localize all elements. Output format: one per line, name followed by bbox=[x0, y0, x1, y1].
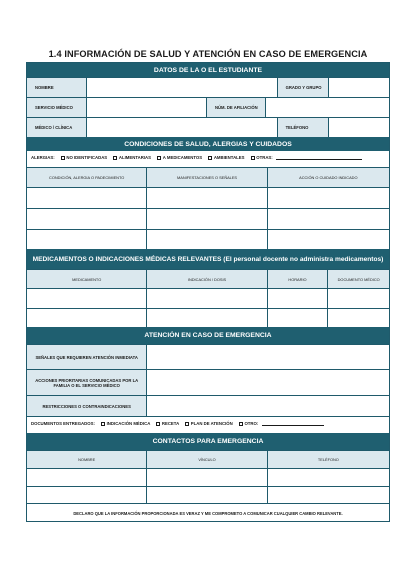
table-cell[interactable] bbox=[147, 209, 267, 229]
table-cell[interactable] bbox=[147, 487, 267, 503]
table-cell[interactable] bbox=[147, 469, 267, 486]
checkbox-alimentarias[interactable] bbox=[113, 156, 117, 160]
student-row-clinic bbox=[27, 117, 389, 137]
otro-field[interactable] bbox=[262, 425, 324, 426]
checkbox-otras[interactable] bbox=[251, 156, 255, 160]
table-cell[interactable] bbox=[147, 230, 267, 249]
conditions-section-heading: CONDICIONES DE SALUD, ALERGIAS Y CUIDADOS bbox=[27, 137, 389, 151]
table-cell[interactable] bbox=[27, 469, 147, 486]
page-title: 1.4 INFORMACIÓN DE SALUD Y ATENCIÓN EN CASO DE EMERGENCIA bbox=[48, 49, 368, 59]
table-cell[interactable] bbox=[268, 209, 389, 229]
option-medicamentos: A MEDICAMENTOS bbox=[162, 155, 203, 160]
table-cell[interactable] bbox=[147, 289, 267, 308]
medications-section-heading: MEDICAMENTOS O INDICACIONES MÉDICAS RELEVANTES (El personal docente no administra medicamentos) bbox=[27, 249, 389, 269]
servicio-label: SERVICIO MÉDICO bbox=[27, 98, 87, 117]
emergency-row-actions bbox=[27, 369, 389, 395]
table-cell[interactable] bbox=[147, 188, 267, 208]
servicio-field[interactable] bbox=[87, 98, 207, 117]
doc-indicacion: INDICACIÓN MÉDICA bbox=[106, 421, 151, 426]
actions-label: ACCIONES PRIORITARIAS COMUNICADAS POR LA FAMILIA O EL SERVICIO MÉDICO bbox=[27, 370, 147, 395]
medications-row bbox=[27, 288, 389, 308]
restrictions-field[interactable] bbox=[147, 396, 389, 416]
col-documento: DOCUMENTO MÉDICO bbox=[328, 270, 389, 288]
medications-header-row bbox=[27, 269, 389, 288]
health-form bbox=[26, 62, 390, 522]
telefono-label: TELÉFONO bbox=[278, 118, 330, 137]
option-no-identificadas: NO IDENTIFICADAS bbox=[66, 155, 108, 160]
docs-line bbox=[31, 421, 324, 426]
table-cell[interactable] bbox=[268, 309, 329, 327]
medico-label: MÉDICO / CLÍNICA bbox=[27, 118, 87, 137]
col-condicion: CONDICIÓN, ALERGIA O PADECIMIENTO bbox=[27, 168, 147, 187]
afiliacion-label: NÚM. DE AFILIACIÓN bbox=[207, 98, 266, 117]
col-indicacion: INDICACIÓN / DOSIS bbox=[147, 270, 267, 288]
table-cell[interactable] bbox=[268, 289, 329, 308]
table-cell[interactable] bbox=[27, 487, 147, 503]
doc-otro: OTRO: bbox=[244, 421, 259, 426]
checkbox-ambientales[interactable] bbox=[208, 156, 212, 160]
col-manifestaciones: MANIFESTACIONES O SEÑALES bbox=[147, 168, 267, 187]
contacts-section-heading: CONTACTOS PARA EMERGENCIA bbox=[27, 433, 389, 450]
col-nombre: NOMBRE bbox=[27, 451, 147, 468]
emergency-section-heading: ATENCIÓN EN CASO DE EMERGENCIA bbox=[27, 327, 389, 344]
grado-field[interactable] bbox=[329, 78, 389, 97]
col-accion: ACCIÓN O CUIDADO INDICADO bbox=[268, 168, 389, 187]
table-cell[interactable] bbox=[268, 188, 389, 208]
nombre-label: NOMBRE bbox=[27, 78, 87, 97]
checkbox-no-identificadas[interactable] bbox=[61, 156, 65, 160]
table-cell[interactable] bbox=[27, 230, 147, 249]
checkbox-indicacion[interactable] bbox=[101, 422, 105, 426]
col-horario: HORARIO bbox=[268, 270, 329, 288]
table-cell[interactable] bbox=[328, 289, 389, 308]
grado-label: GRADO Y GRUPO bbox=[278, 78, 330, 97]
docs-label: DOCUMENTOS ENTREGADOS: bbox=[31, 421, 95, 426]
col-telefono: TELÉFONO bbox=[268, 451, 389, 468]
student-row-service bbox=[27, 97, 389, 117]
medico-field[interactable] bbox=[87, 118, 278, 137]
medications-row bbox=[27, 308, 389, 327]
telefono-field[interactable] bbox=[329, 118, 389, 137]
declaration-row bbox=[27, 503, 389, 521]
checkbox-receta[interactable] bbox=[156, 422, 160, 426]
option-ambientales: AMBIENTALES bbox=[213, 155, 245, 160]
emergency-row-restrictions bbox=[27, 395, 389, 416]
otras-field[interactable] bbox=[276, 159, 362, 160]
option-otras: OTRAS: bbox=[256, 155, 273, 160]
conditions-row bbox=[27, 187, 389, 208]
table-cell[interactable] bbox=[147, 309, 267, 327]
table-cell[interactable] bbox=[27, 188, 147, 208]
student-section-heading: DATOS DE LA O EL ESTUDIANTE bbox=[27, 63, 389, 77]
col-medicamento: MEDICAMENTO bbox=[27, 270, 147, 288]
conditions-row bbox=[27, 208, 389, 229]
conditions-header-row bbox=[27, 167, 389, 187]
allergies-label: ALERGIAS: bbox=[31, 155, 55, 160]
nombre-field[interactable] bbox=[87, 78, 278, 97]
signs-label: SEÑALES QUE REQUIEREN ATENCIÓN INMEDIATA bbox=[27, 345, 147, 369]
table-cell[interactable] bbox=[328, 309, 389, 327]
table-cell[interactable] bbox=[268, 469, 389, 486]
contacts-row bbox=[27, 486, 389, 503]
student-row-name bbox=[27, 77, 389, 97]
checkbox-plan[interactable] bbox=[185, 422, 189, 426]
table-cell[interactable] bbox=[268, 230, 389, 249]
declaration-text: DECLARO QUE LA INFORMACIÓN PROPORCIONADA ES VERAZ Y ME COMPROMETO A COMUNICAR CUALQUIER CAMBIO RELEVANTE. bbox=[73, 511, 343, 516]
conditions-row bbox=[27, 229, 389, 249]
signs-field[interactable] bbox=[147, 345, 389, 369]
doc-plan: PLAN DE ATENCIÓN bbox=[190, 421, 233, 426]
table-cell[interactable] bbox=[27, 309, 147, 327]
emergency-row-signs bbox=[27, 344, 389, 369]
contacts-header-row bbox=[27, 450, 389, 468]
table-cell[interactable] bbox=[27, 209, 147, 229]
checkbox-medicamentos[interactable] bbox=[157, 156, 161, 160]
checkbox-otro[interactable] bbox=[239, 422, 243, 426]
allergies-line bbox=[31, 155, 362, 160]
actions-field[interactable] bbox=[147, 370, 389, 395]
option-alimentarias: ALIMENTARIAS bbox=[118, 155, 152, 160]
afiliacion-field[interactable] bbox=[266, 98, 389, 117]
doc-receta: RECETA bbox=[161, 421, 180, 426]
col-vinculo: VÍNCULO bbox=[147, 451, 267, 468]
table-cell[interactable] bbox=[268, 487, 389, 503]
restrictions-label: RESTRICCIONES O CONTRAINDICACIONES bbox=[27, 396, 147, 416]
docs-row bbox=[27, 416, 389, 431]
table-cell[interactable] bbox=[27, 289, 147, 308]
contacts-row bbox=[27, 468, 389, 486]
